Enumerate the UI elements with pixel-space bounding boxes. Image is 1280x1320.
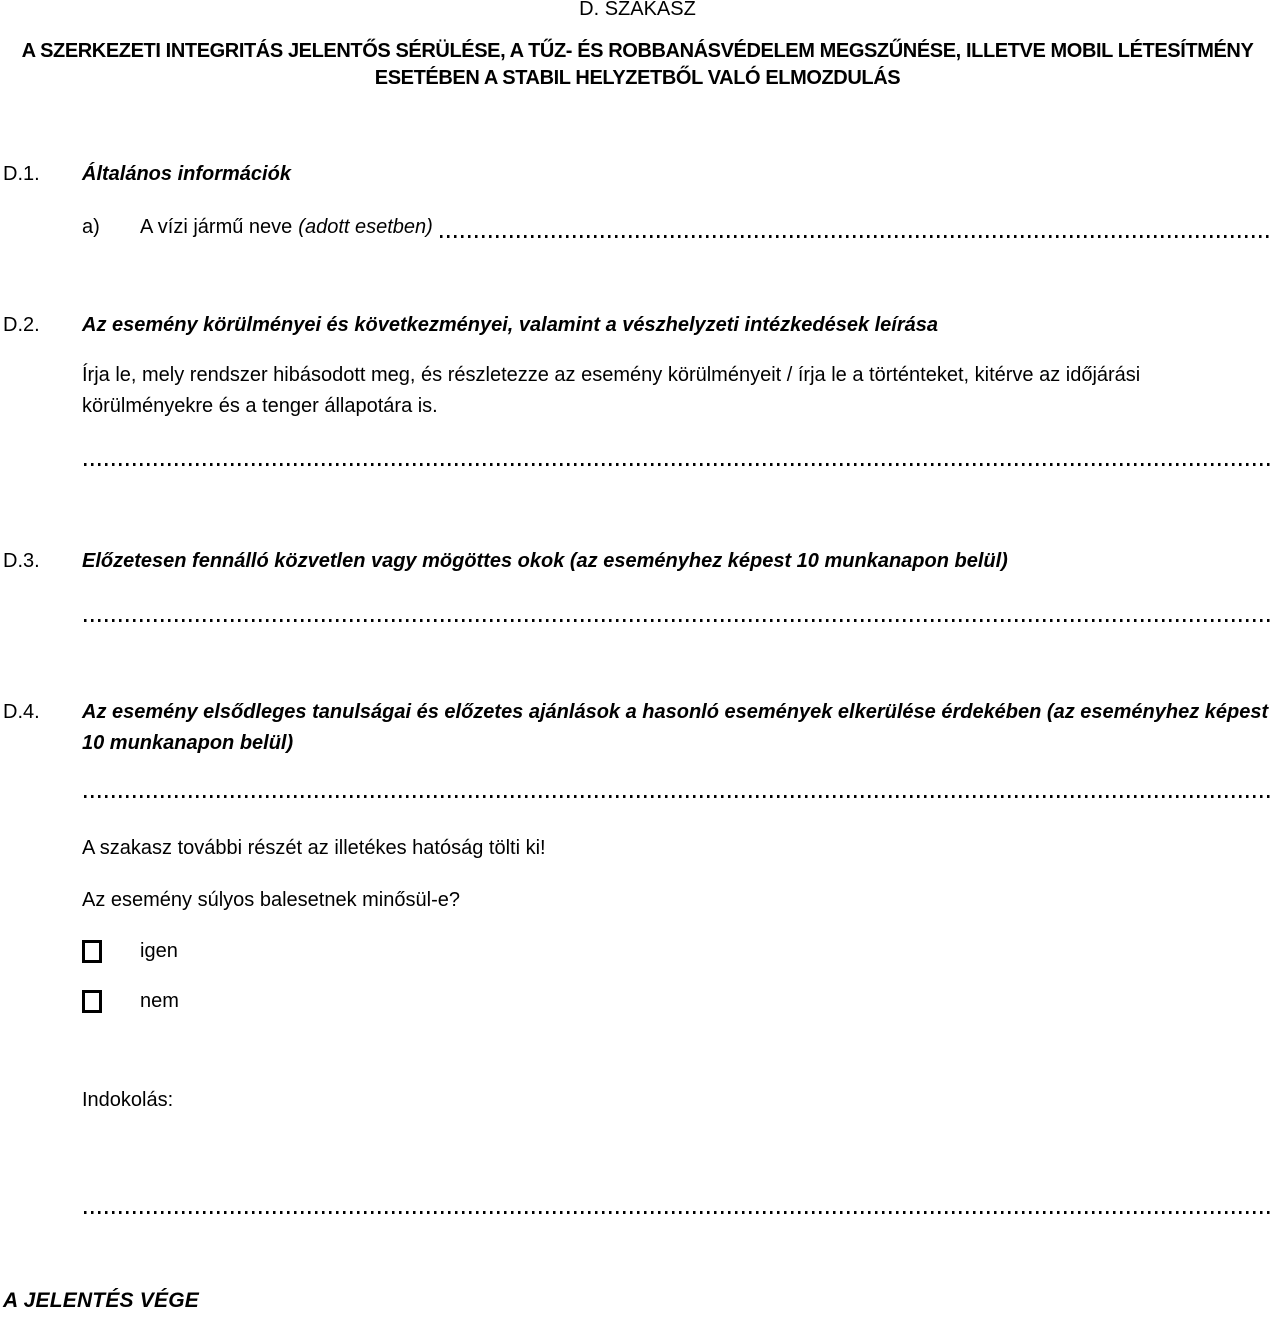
section-d3-number: D.3.	[3, 550, 40, 572]
section-d1-title: Általános információk	[82, 163, 291, 185]
item-a-label: a)	[82, 216, 100, 238]
section-d4-number: D.4.	[3, 701, 40, 723]
option-row-igen	[82, 936, 1272, 967]
section-d4	[3, 697, 1272, 759]
authority-note: A szakasz további részét az illetékes hatóság tölti ki!	[82, 837, 546, 859]
checkbox-igen-label: igen	[140, 940, 178, 962]
section-label: D. SZAKASZ	[579, 0, 696, 20]
section-d2-number: D.2.	[3, 314, 40, 336]
option-row-nem	[82, 986, 1272, 1017]
item-a-text: A vízi jármű neve	[140, 216, 293, 238]
checkbox-igen[interactable]	[82, 940, 102, 963]
end-of-report-label: A JELENTÉS VÉGE	[3, 1289, 199, 1312]
fill-in-line-vessel-name[interactable]	[440, 235, 1272, 238]
checkbox-nem-label: nem	[140, 990, 179, 1012]
justification-label: Indokolás:	[82, 1089, 174, 1111]
section-d4-title: Az esemény elsődleges tanulságai és előzetes ajánlások a hasonló események elkerülése érdekében (az eseményhez képest 10 munkanapon belül)	[82, 701, 1269, 754]
fill-in-line-d3[interactable]	[84, 619, 1272, 622]
checkbox-nem[interactable]	[82, 990, 102, 1013]
section-d1-number: D.1.	[3, 163, 40, 185]
section-d2-title: Az esemény körülményei és következményei, valamint a vészhelyzeti intézkedések leírása	[82, 314, 939, 336]
serious-accident-question: Az esemény súlyos balesetnek minősül-e?	[82, 889, 460, 911]
section-d3	[3, 546, 1272, 577]
fill-in-line-d2[interactable]	[84, 463, 1272, 466]
item-a-text-italic: (adott esetben)	[298, 216, 433, 238]
section-d2	[3, 310, 1272, 341]
section-d2-instructions: Írja le, mely rendszer hibásodott meg, és részletezze az esemény körülményeit / írja le a történteket, kitérve az időjárási körülményekre és a tenger állapotára is.	[82, 364, 1141, 417]
section-d1	[3, 159, 1272, 190]
item-a-row	[82, 212, 1272, 243]
main-heading: A SZERKEZETI INTEGRITÁS JELENTŐS SÉRÜLÉSE, A TŰZ- ÉS ROBBANÁSVÉDELEM MEGSZŰNÉSE, ILLETVE MOBIL LÉTESÍTMÉNY ESETÉBEN A STABIL HELYZETBŐL VALÓ ELMOZDULÁS	[21, 40, 1254, 89]
section-d3-title: Előzetesen fennálló közvetlen vagy mögöttes okok (az eseményhez képest 10 munkanapon belül)	[82, 550, 1008, 572]
fill-in-line-d4[interactable]	[84, 795, 1272, 798]
fill-in-line-justification[interactable]	[84, 1211, 1272, 1214]
